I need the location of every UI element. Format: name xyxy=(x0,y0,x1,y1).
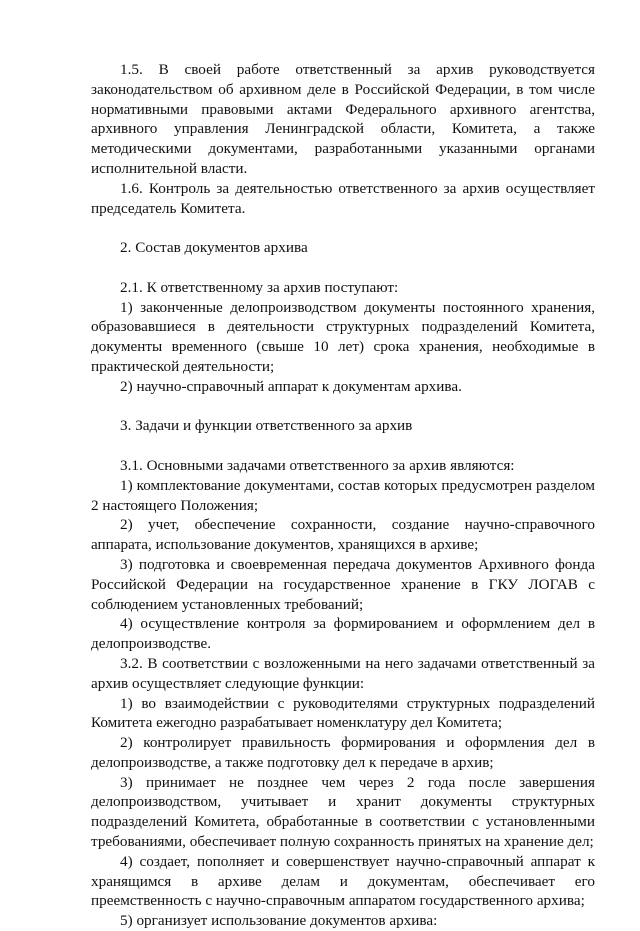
section-heading-2: 2. Состав документов архива xyxy=(120,239,308,257)
list-item-2-1-1: 1) законченные делопроизводством документы постоянного хранения, образовавшиеся в деятельности структурных подразделений Комитета, документы временного (свыше 10 лет) срока хранения, необходимые в практической деятельности; xyxy=(91,298,595,375)
list-item-3-2-3: 3) принимает не позднее чем через 2 года после завершения делопроизводством, учитывает и хранит документы структурных подразделений Комитета, обработанные в соответствии с установленными требованиями, обеспечивает полную сохранность принятых на хранение дел; xyxy=(91,773,595,851)
paragraph-3-1: 3.1. Основными задачами ответственного за архив являются: xyxy=(120,456,515,474)
list-item-3-1-3: 3) подготовка и своевременная передача документов Архивного фонда Российской Федерации на государственное хранение в ГКУ ЛОГАВ с соблюдением установленных требований; xyxy=(91,555,595,613)
list-item-2-1-2: 2) научно-справочный аппарат к документам архива. xyxy=(120,377,462,395)
list-item-3-2-4: 4) создает, пополняет и совершенствует научно-справочный аппарат к хранящимся в архиве делам и документам, обеспечивает его преемственность с научно-справочным аппаратом государственного архива; xyxy=(91,852,595,910)
list-item-3-1-4: 4) осуществление контроля за формированием и оформлением дел в делопроизводстве. xyxy=(91,615,595,653)
paragraph-1-5: 1.5. В своей работе ответственный за архив руководствуется законодательством об архивном деле в Российской Федерации, в том числе нормативными правовыми актами Федерального архивного агентства, архивного управления Ленинградской области, Комитета, а также методическими документами, разработанными указанными органами исполнительной власти. xyxy=(91,61,595,177)
list-item-3-2-2: 2) контролирует правильность формирования и оформления дел в делопроизводстве, а также подготовку дел к передаче в архив; xyxy=(91,734,595,771)
list-item-3-2-5: 5) организует использование документов архива: xyxy=(120,912,438,930)
paragraph-2-1: 2.1. К ответственному за архив поступают: xyxy=(120,278,399,296)
paragraph-3-2: 3.2. В соответствии с возложенными на него задачами ответственный за архив осуществляет следующие функции: xyxy=(91,654,595,692)
list-item-3-1-1: 1) комплектование документами, состав которых предусмотрен разделом 2 настоящего Положения; xyxy=(91,476,595,514)
blank-line xyxy=(91,397,595,417)
section-heading-3: 3. Задачи и функции ответственного за архив xyxy=(120,417,413,435)
document-body xyxy=(91,60,595,931)
list-item-3-1-2: 2) учет, обеспечение сохранности, создание научно-справочного аппарата, использование документов, хранящихся в архиве; xyxy=(91,516,595,554)
paragraph-1-6: 1.6. Контроль за деятельностью ответственного за архив осуществляет председатель Комитета. xyxy=(91,179,595,217)
blank-line xyxy=(91,218,595,238)
blank-line xyxy=(91,436,595,456)
list-item-3-2-1: 1) во взаимодействии с руководителями структурных подразделений Комитета ежегодно разрабатывает номенклатуру дел Комитета; xyxy=(91,694,595,732)
blank-line xyxy=(91,258,595,278)
